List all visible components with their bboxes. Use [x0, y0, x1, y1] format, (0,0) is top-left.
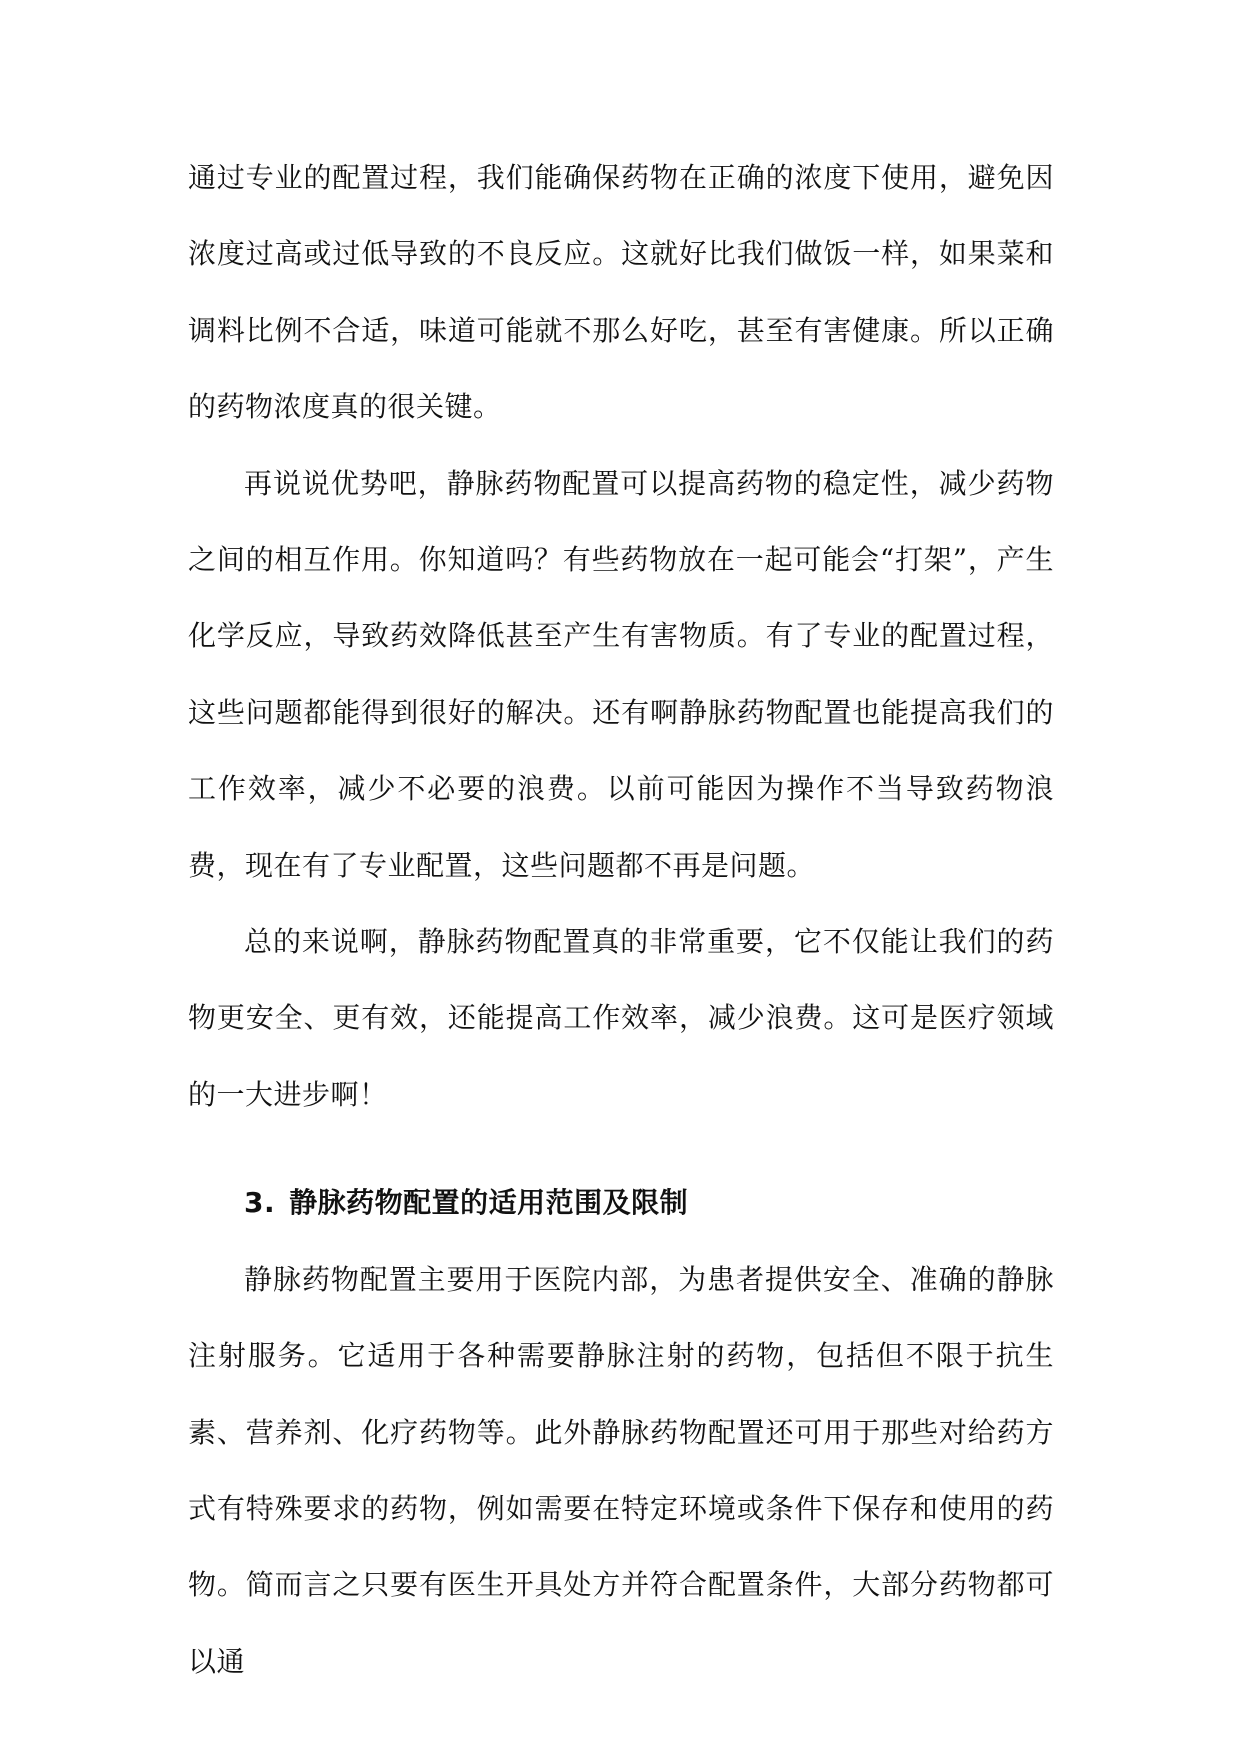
paragraph-summary: 总的来说啊，静脉药物配置真的非常重要，它不仅能让我们的药物更安全、更有效，还能提高工作效率，减少浪费。这可是医疗领域的一大进步啊！: [188, 925, 1054, 1111]
section-heading: [188, 1165, 1054, 1241]
paragraph-concentration: 通过专业的配置过程，我们能确保药物在正确的浓度下使用，避免因浓度过高或过低导致的不良反应。这就好比我们做饭一样，如果菜和调料比例不合适，味道可能就不那么好吃，甚至有害健康。所以正确的药物浓度真的很关键。: [188, 161, 1054, 424]
document-body: [188, 140, 1054, 1700]
paragraph-scope: 静脉药物配置主要用于医院内部，为患者提供安全、准确的静脉注射服务。它适用于各种需要静脉注射的药物，包括但不限于抗生素、营养剂、化疗药物等。此外静脉药物配置还可用于那些对给药方式有特殊要求的药物，例如需要在特定环境或条件下保存和使用的药物。简而言之只要有医生开具处方并符合配置条件，大部分药物都可以通: [188, 1262, 1054, 1678]
section-title: 静脉药物配置的适用范围及限制: [289, 1186, 689, 1220]
paragraph-advantages: 再说说优势吧，静脉药物配置可以提高药物的稳定性，减少药物之间的相互作用。你知道吗？有些药物放在一起可能会“打架”，产生化学反应，导致药效降低甚至产生有害物质。有了专业的配置过程，这些问题都能得到很好的解决。还有啊静脉药物配置也能提高我们的工作效率，减少不必要的浪费。以前可能因为操作不当导致药物浪费，现在有了专业配置，这些问题都不再是问题。: [188, 466, 1054, 882]
section-number: 3.: [244, 1186, 276, 1220]
